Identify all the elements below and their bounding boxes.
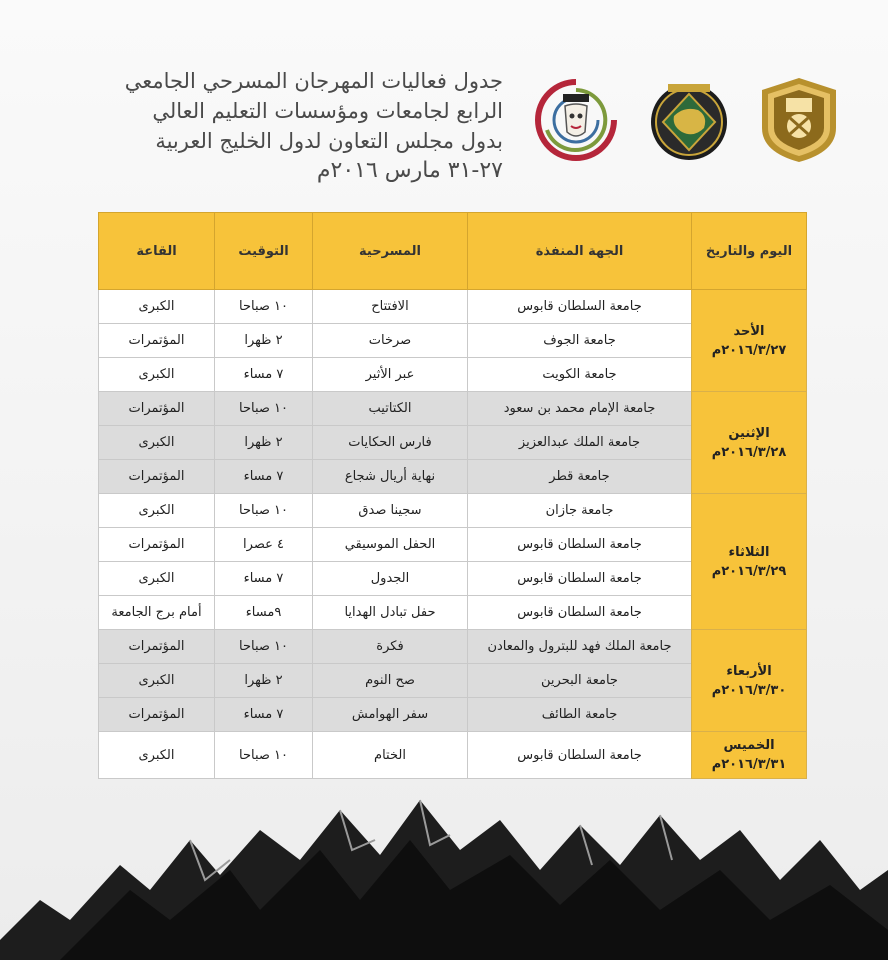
day-name: الأحد (733, 323, 765, 339)
day-cell (692, 290, 807, 392)
time-cell: ٧ مساء (215, 460, 313, 494)
time-cell: ٧ مساء (215, 562, 313, 596)
organizer-cell: جامعة الطائف (468, 698, 692, 732)
play-cell: فارس الحكايات (313, 426, 468, 460)
table-row (99, 630, 807, 664)
day-date: ٢٠١٦/٣/٣٠م (711, 682, 787, 698)
hall-cell: المؤتمرات (99, 392, 215, 426)
hall-cell: الكبرى (99, 562, 215, 596)
play-cell: الختام (313, 732, 468, 779)
play-cell: نهاية أريال شجاع (313, 460, 468, 494)
hall-cell: الكبرى (99, 732, 215, 779)
time-cell: ٩مساء (215, 596, 313, 630)
organizer-cell: جامعة جازان (468, 494, 692, 528)
play-cell: عبر الأثير (313, 358, 468, 392)
day-name: الإثنين (728, 425, 770, 441)
organizer-cell: جامعة الجوف (468, 324, 692, 358)
time-cell: ٧ مساء (215, 358, 313, 392)
time-cell: ٢ ظهرا (215, 664, 313, 698)
time-cell: ١٠ صباحا (215, 290, 313, 324)
hall-cell: أمام برج الجامعة (99, 596, 215, 630)
table-row (99, 392, 807, 426)
hall-cell: الكبرى (99, 494, 215, 528)
day-cell (692, 392, 807, 494)
hall-cell: المؤتمرات (99, 630, 215, 664)
play-cell: فكرة (313, 630, 468, 664)
organizer-cell: جامعة الملك عبدالعزيز (468, 426, 692, 460)
hall-cell: المؤتمرات (99, 460, 215, 494)
organizer-cell: جامعة الملك فهد للبترول والمعادن (468, 630, 692, 664)
day-date: ٢٠١٦/٣/٢٩م (711, 563, 787, 579)
organizer-cell: جامعة السلطان قابوس (468, 562, 692, 596)
organizer-cell: جامعة السلطان قابوس (468, 732, 692, 779)
play-cell: سجينا صدق (313, 494, 468, 528)
play-cell: حفل تبادل الهدايا (313, 596, 468, 630)
university-seal-logo (758, 76, 840, 164)
day-date: ٢٠١٦/٣/٣١م (711, 757, 787, 772)
hall-cell: الكبرى (99, 664, 215, 698)
time-cell: ٢ ظهرا (215, 426, 313, 460)
hall-cell: المؤتمرات (99, 324, 215, 358)
play-cell: الافتتاح (313, 290, 468, 324)
hall-cell: الكبرى (99, 426, 215, 460)
title-line-1: جدول فعاليات المهرجان المسرحي الجامعي (124, 69, 503, 93)
day-date: ٢٠١٦/٣/٢٧م (711, 342, 787, 358)
day-date: ٢٠١٦/٣/٢٨م (711, 444, 787, 460)
title-line-2: الرابع لجامعات ومؤسسات التعليم العالي (152, 99, 503, 123)
time-cell: ١٠ صباحا (215, 392, 313, 426)
organizer-cell: جامعة قطر (468, 460, 692, 494)
hall-cell: الكبرى (99, 290, 215, 324)
play-cell: الكتاتيب (313, 392, 468, 426)
organizer-cell: جامعة البحرين (468, 664, 692, 698)
day-name: الأربعاء (726, 663, 772, 679)
day-cell (692, 494, 807, 630)
day-cell (692, 630, 807, 732)
organizer-cell: جامعة السلطان قابوس (468, 290, 692, 324)
time-cell: ١٠ صباحا (215, 732, 313, 779)
title-line-3: بدول مجلس التعاون لدول الخليج العربية (155, 129, 503, 153)
time-cell: ٢ ظهرا (215, 324, 313, 358)
schedule-table (98, 212, 807, 779)
header-play: المسرحية (313, 213, 468, 290)
day-name: الثلاثاء (728, 544, 770, 560)
time-cell: ٧ مساء (215, 698, 313, 732)
organizer-cell: جامعة السلطان قابوس (468, 596, 692, 630)
ink-mountains-decoration (0, 770, 888, 960)
table-row (99, 494, 807, 528)
table-header-row (99, 213, 807, 290)
festival-mask-logo (535, 76, 617, 164)
time-cell: ١٠ صباحا (215, 494, 313, 528)
play-cell: سفر الهوامش (313, 698, 468, 732)
table-row (99, 290, 807, 324)
header-hall: القاعة (99, 213, 215, 290)
organizer-cell: جامعة الإمام محمد بن سعود (468, 392, 692, 426)
day-name: الخميس (723, 738, 775, 753)
play-cell: صرخات (313, 324, 468, 358)
play-cell: الحفل الموسيقي (313, 528, 468, 562)
hall-cell: الكبرى (99, 358, 215, 392)
organizer-cell: جامعة السلطان قابوس (468, 528, 692, 562)
header-organizer: الجهة المنفذة (468, 213, 692, 290)
header-time: التوقيت (215, 213, 313, 290)
time-cell: ١٠ صباحا (215, 630, 313, 664)
gcc-emblem-logo (648, 76, 730, 164)
play-cell: الجدول (313, 562, 468, 596)
hall-cell: المؤتمرات (99, 698, 215, 732)
header-day-date: اليوم والتاريخ (692, 213, 807, 290)
festival-title (83, 66, 503, 186)
hall-cell: المؤتمرات (99, 528, 215, 562)
play-cell: صح النوم (313, 664, 468, 698)
organizer-cell: جامعة الكويت (468, 358, 692, 392)
time-cell: ٤ عصرا (215, 528, 313, 562)
festival-dates: ٢٧-٣١ مارس ٢٠١٦م (316, 158, 503, 183)
